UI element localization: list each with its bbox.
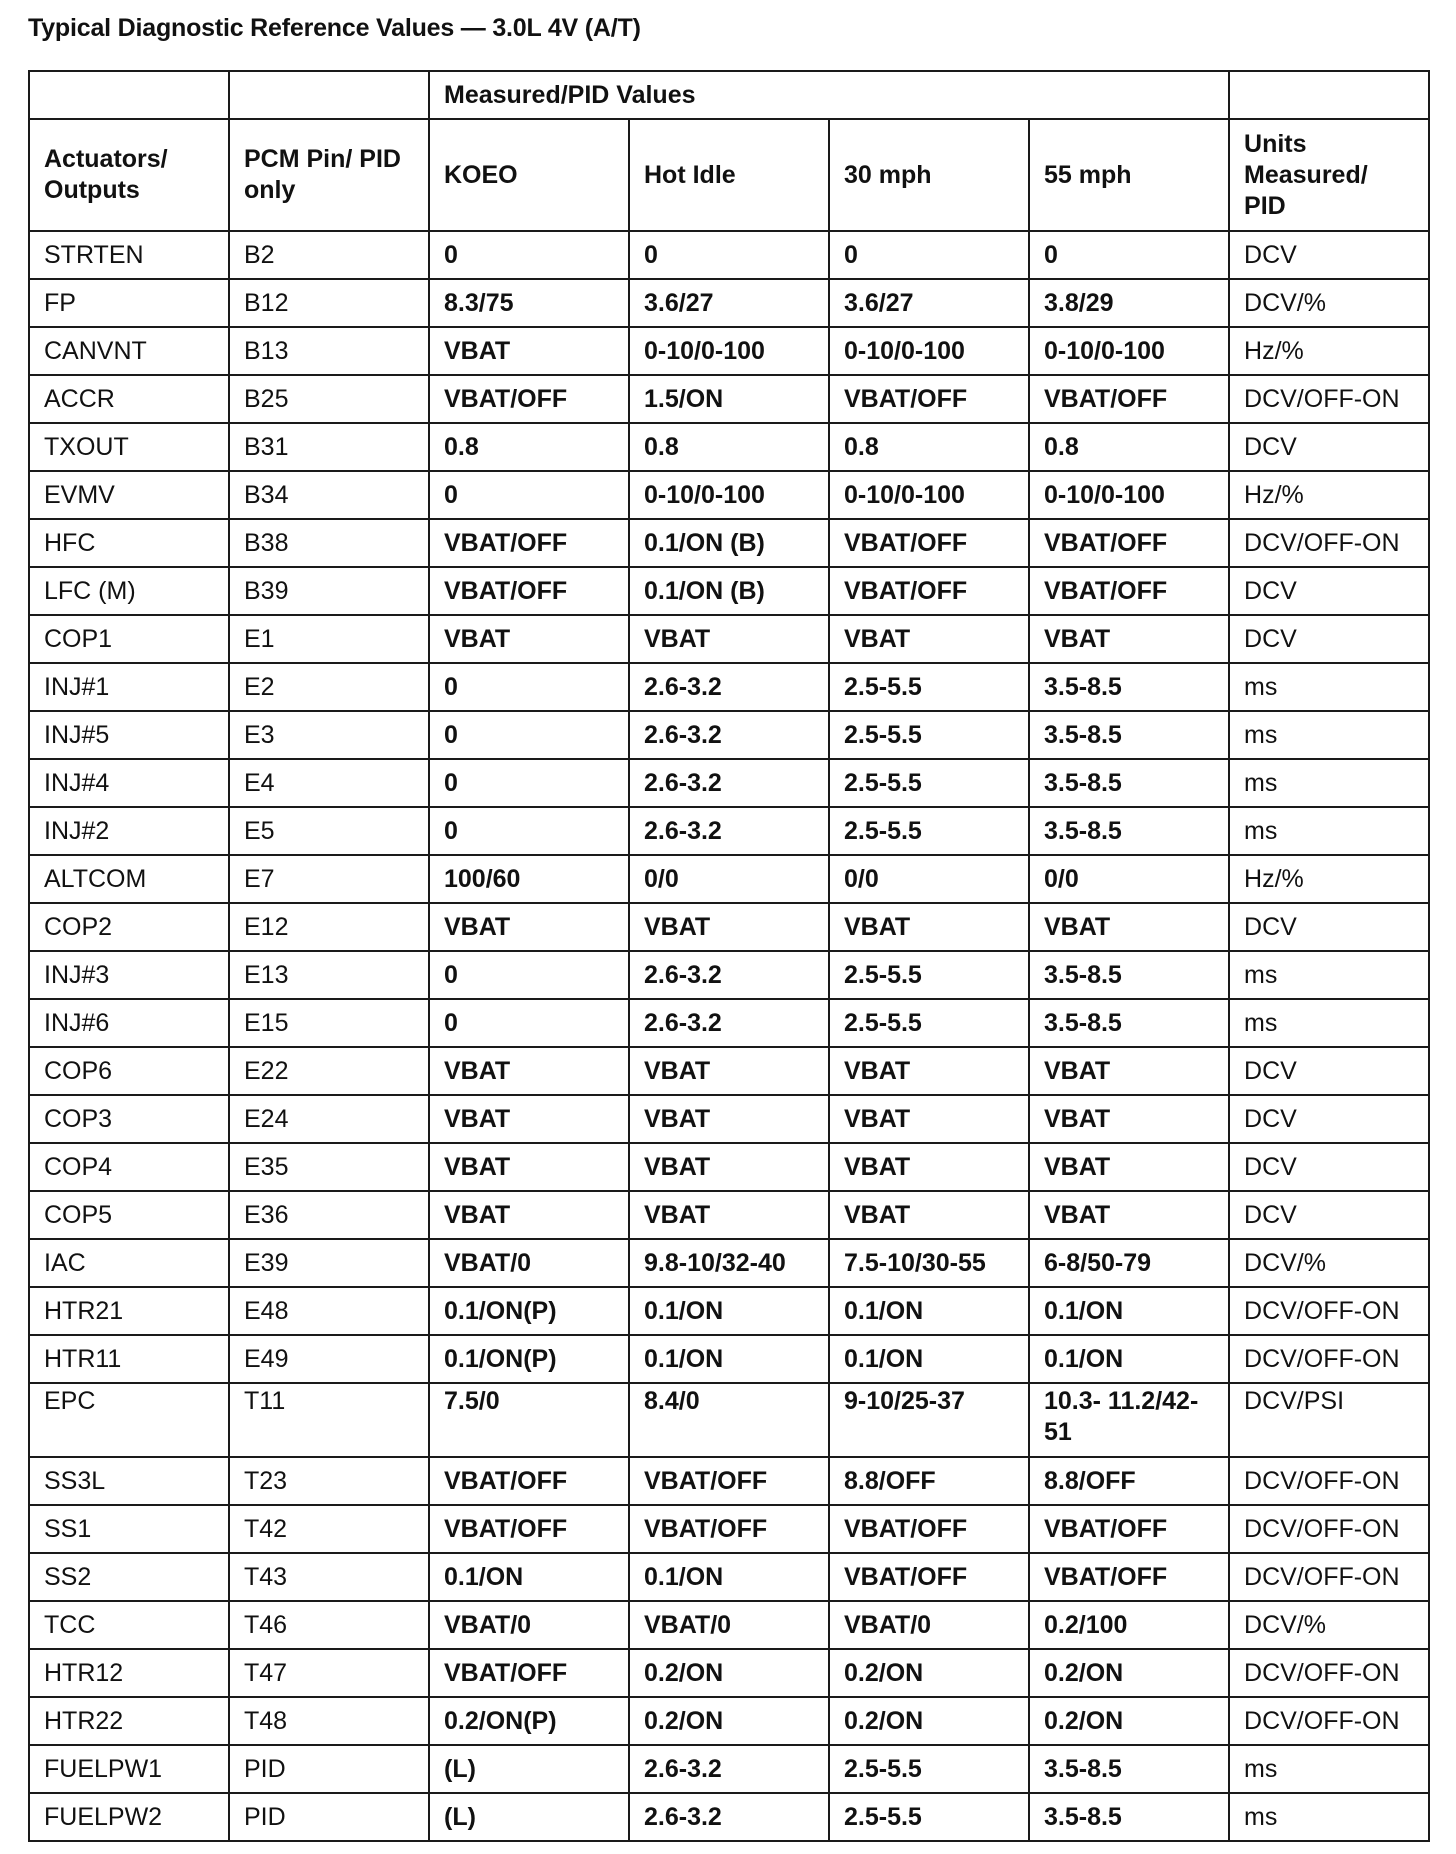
hot-idle-cell: 1.5/ON [629,375,829,423]
55mph-cell: VBAT [1029,1095,1229,1143]
units-cell: Hz/% [1229,327,1429,375]
hot-idle-cell: 2.6-3.2 [629,951,829,999]
col-header-units: Units Measured/ PID [1229,119,1429,231]
pcm-pin-cell: T43 [229,1553,429,1601]
koeo-cell: 0 [429,999,629,1047]
actuator-cell: INJ#1 [29,663,229,711]
55mph-cell: 0.2/100 [1029,1601,1229,1649]
hot-idle-cell: VBAT/OFF [629,1505,829,1553]
30mph-cell: VBAT [829,1047,1029,1095]
30mph-cell: VBAT [829,1095,1029,1143]
units-cell: DCV/PSI [1229,1383,1429,1457]
units-cell: DCV [1229,567,1429,615]
pcm-pin-cell: B13 [229,327,429,375]
pcm-pin-cell: E15 [229,999,429,1047]
30mph-cell: VBAT/0 [829,1601,1029,1649]
units-cell: DCV/% [1229,1239,1429,1287]
actuator-cell: HTR22 [29,1697,229,1745]
hot-idle-cell: 8.4/0 [629,1383,829,1457]
hot-idle-cell: 2.6-3.2 [629,999,829,1047]
hot-idle-cell: VBAT [629,1191,829,1239]
actuator-cell: INJ#2 [29,807,229,855]
55mph-cell: 10.3- 11.2/42-51 [1029,1383,1229,1457]
koeo-cell: VBAT [429,1047,629,1095]
30mph-cell: 2.5-5.5 [829,663,1029,711]
actuator-cell: HTR12 [29,1649,229,1697]
units-cell: DCV/% [1229,1601,1429,1649]
units-cell: DCV/OFF-ON [1229,1505,1429,1553]
actuator-cell: FUELPW1 [29,1745,229,1793]
table-row [29,519,1429,567]
koeo-cell: VBAT/OFF [429,1649,629,1697]
units-cell: ms [1229,759,1429,807]
koeo-cell: 0.2/ON(P) [429,1697,629,1745]
pcm-pin-cell: T11 [229,1383,429,1457]
units-cell: DCV/OFF-ON [1229,375,1429,423]
30mph-cell: 2.5-5.5 [829,711,1029,759]
koeo-cell: 0 [429,471,629,519]
actuator-cell: FP [29,279,229,327]
hot-idle-cell: 2.6-3.2 [629,1793,829,1841]
hot-idle-cell: 0-10/0-100 [629,327,829,375]
koeo-cell: VBAT [429,1143,629,1191]
actuator-cell: EVMV [29,471,229,519]
30mph-cell: VBAT [829,615,1029,663]
actuator-cell: COP2 [29,903,229,951]
koeo-cell: 0.8 [429,423,629,471]
table-row [29,855,1429,903]
pcm-pin-cell: E12 [229,903,429,951]
pcm-pin-cell: E2 [229,663,429,711]
hot-idle-cell: VBAT [629,615,829,663]
hot-idle-cell: 0.1/ON [629,1287,829,1335]
55mph-cell: 0-10/0-100 [1029,327,1229,375]
actuator-cell: SS1 [29,1505,229,1553]
30mph-cell: 7.5-10/30-55 [829,1239,1029,1287]
table-row [29,615,1429,663]
actuator-cell: COP1 [29,615,229,663]
pcm-pin-cell: E48 [229,1287,429,1335]
reference-values-table [28,70,1430,1842]
55mph-cell: 3.5-8.5 [1029,951,1229,999]
30mph-cell: 0.8 [829,423,1029,471]
koeo-cell: VBAT [429,1191,629,1239]
units-cell: ms [1229,1793,1429,1841]
actuator-cell: COP3 [29,1095,229,1143]
units-cell: ms [1229,807,1429,855]
30mph-cell: 0-10/0-100 [829,327,1029,375]
pcm-pin-cell: E7 [229,855,429,903]
55mph-cell: 3.5-8.5 [1029,711,1229,759]
hot-idle-cell: VBAT [629,903,829,951]
actuator-cell: INJ#5 [29,711,229,759]
units-cell: Hz/% [1229,855,1429,903]
units-cell: ms [1229,711,1429,759]
actuator-cell: FUELPW2 [29,1793,229,1841]
koeo-cell: 7.5/0 [429,1383,629,1457]
55mph-cell: VBAT [1029,615,1229,663]
group-header-row [29,71,1429,119]
table-row [29,1335,1429,1383]
col-header-55mph: 55 mph [1029,119,1229,231]
units-cell: Hz/% [1229,471,1429,519]
30mph-cell: 2.5-5.5 [829,1793,1029,1841]
pcm-pin-cell: T23 [229,1457,429,1505]
koeo-cell: (L) [429,1745,629,1793]
koeo-cell: 0 [429,759,629,807]
pcm-pin-cell: T48 [229,1697,429,1745]
pcm-pin-cell: E3 [229,711,429,759]
units-cell: DCV [1229,1047,1429,1095]
col-header-koeo: KOEO [429,119,629,231]
pcm-pin-cell: T42 [229,1505,429,1553]
actuator-cell: EPC [29,1383,229,1457]
55mph-cell: 0.1/ON [1029,1335,1229,1383]
30mph-cell: 9-10/25-37 [829,1383,1029,1457]
actuator-cell: SS2 [29,1553,229,1601]
55mph-cell: VBAT/OFF [1029,1553,1229,1601]
actuator-cell: COP6 [29,1047,229,1095]
blank-header-cell [29,71,229,119]
blank-header-cell [1229,71,1429,119]
30mph-cell: 3.6/27 [829,279,1029,327]
hot-idle-cell: 2.6-3.2 [629,711,829,759]
55mph-cell: 0.2/ON [1029,1697,1229,1745]
koeo-cell: VBAT [429,903,629,951]
55mph-cell: 3.5-8.5 [1029,759,1229,807]
pcm-pin-cell: T47 [229,1649,429,1697]
pcm-pin-cell: B2 [229,231,429,279]
55mph-cell: 0.8 [1029,423,1229,471]
pcm-pin-cell: E5 [229,807,429,855]
koeo-cell: VBAT/OFF [429,375,629,423]
30mph-cell: 0.2/ON [829,1697,1029,1745]
table-row [29,279,1429,327]
table-row [29,375,1429,423]
hot-idle-cell: 0.1/ON (B) [629,519,829,567]
hot-idle-cell: VBAT [629,1143,829,1191]
units-cell: ms [1229,999,1429,1047]
units-cell: DCV/OFF-ON [1229,1335,1429,1383]
table-row [29,567,1429,615]
units-cell: DCV [1229,903,1429,951]
hot-idle-cell: 0.2/ON [629,1649,829,1697]
30mph-cell: 2.5-5.5 [829,759,1029,807]
pcm-pin-cell: E49 [229,1335,429,1383]
table-row [29,327,1429,375]
koeo-cell: VBAT/OFF [429,567,629,615]
table-row [29,1601,1429,1649]
units-cell: ms [1229,951,1429,999]
table-row [29,1191,1429,1239]
30mph-cell: VBAT [829,903,1029,951]
55mph-cell: VBAT/OFF [1029,1505,1229,1553]
actuator-cell: ACCR [29,375,229,423]
pcm-pin-cell: B25 [229,375,429,423]
pcm-pin-cell: PID [229,1793,429,1841]
pcm-pin-cell: E1 [229,615,429,663]
hot-idle-cell: VBAT [629,1047,829,1095]
pcm-pin-cell: B12 [229,279,429,327]
55mph-cell: VBAT/OFF [1029,375,1229,423]
actuator-cell: HFC [29,519,229,567]
koeo-cell: VBAT [429,1095,629,1143]
table-row [29,711,1429,759]
blank-header-cell [229,71,429,119]
pcm-pin-cell: B38 [229,519,429,567]
table-row [29,1383,1429,1457]
30mph-cell: 0.2/ON [829,1649,1029,1697]
actuator-cell: ALTCOM [29,855,229,903]
koeo-cell: VBAT/OFF [429,1457,629,1505]
col-header-pcm-pin: PCM Pin/ PID only [229,119,429,231]
55mph-cell: 0.1/ON [1029,1287,1229,1335]
30mph-cell: 0.1/ON [829,1335,1029,1383]
units-cell: ms [1229,1745,1429,1793]
koeo-cell: 0 [429,711,629,759]
table-row [29,1287,1429,1335]
koeo-cell: VBAT [429,327,629,375]
koeo-cell: VBAT/0 [429,1239,629,1287]
55mph-cell: 3.5-8.5 [1029,807,1229,855]
table-row [29,1143,1429,1191]
koeo-cell: 0.1/ON [429,1553,629,1601]
55mph-cell: 0-10/0-100 [1029,471,1229,519]
units-cell: DCV/OFF-ON [1229,1697,1429,1745]
55mph-cell: VBAT [1029,1047,1229,1095]
55mph-cell: 3.5-8.5 [1029,1793,1229,1841]
koeo-cell: 0 [429,231,629,279]
30mph-cell: VBAT/OFF [829,567,1029,615]
units-cell: DCV/OFF-ON [1229,1457,1429,1505]
actuator-cell: INJ#3 [29,951,229,999]
pcm-pin-cell: E13 [229,951,429,999]
hot-idle-cell: 0.1/ON [629,1335,829,1383]
table-row [29,999,1429,1047]
pcm-pin-cell: E35 [229,1143,429,1191]
hot-idle-cell: 0.2/ON [629,1697,829,1745]
55mph-cell: 3.5-8.5 [1029,1745,1229,1793]
col-header-hot-idle: Hot Idle [629,119,829,231]
actuator-cell: SS3L [29,1457,229,1505]
pcm-pin-cell: E22 [229,1047,429,1095]
55mph-cell: 8.8/OFF [1029,1457,1229,1505]
30mph-cell: VBAT [829,1191,1029,1239]
units-cell: DCV [1229,1095,1429,1143]
30mph-cell: 2.5-5.5 [829,999,1029,1047]
table-row [29,1505,1429,1553]
col-header-30mph: 30 mph [829,119,1029,231]
30mph-cell: 0/0 [829,855,1029,903]
pcm-pin-cell: PID [229,1745,429,1793]
actuator-cell: LFC (M) [29,567,229,615]
pcm-pin-cell: B34 [229,471,429,519]
units-cell: DCV/OFF-ON [1229,519,1429,567]
koeo-cell: (L) [429,1793,629,1841]
pcm-pin-cell: T46 [229,1601,429,1649]
hot-idle-cell: 0.1/ON (B) [629,567,829,615]
column-header-row [29,119,1429,231]
hot-idle-cell: 2.6-3.2 [629,1745,829,1793]
units-cell: DCV [1229,1143,1429,1191]
hot-idle-cell: VBAT/OFF [629,1457,829,1505]
30mph-cell: 8.8/OFF [829,1457,1029,1505]
pcm-pin-cell: E36 [229,1191,429,1239]
units-cell: ms [1229,663,1429,711]
table-row [29,663,1429,711]
hot-idle-cell: 3.6/27 [629,279,829,327]
pcm-pin-cell: B39 [229,567,429,615]
table-row [29,1047,1429,1095]
30mph-cell: VBAT/OFF [829,1553,1029,1601]
hot-idle-cell: VBAT/0 [629,1601,829,1649]
30mph-cell: VBAT/OFF [829,519,1029,567]
hot-idle-cell: 2.6-3.2 [629,759,829,807]
table-row [29,1697,1429,1745]
table-row [29,231,1429,279]
hot-idle-cell: 0 [629,231,829,279]
30mph-cell: 2.5-5.5 [829,807,1029,855]
actuator-cell: HTR11 [29,1335,229,1383]
table-row [29,1239,1429,1287]
koeo-cell: 0 [429,663,629,711]
koeo-cell: VBAT/0 [429,1601,629,1649]
55mph-cell: 3.5-8.5 [1029,663,1229,711]
measured-values-group-header: Measured/PID Values [429,71,1229,119]
hot-idle-cell: VBAT [629,1095,829,1143]
table-row [29,951,1429,999]
table-row [29,759,1429,807]
actuator-cell: TXOUT [29,423,229,471]
units-cell: DCV [1229,1191,1429,1239]
units-cell: DCV/OFF-ON [1229,1553,1429,1601]
table-row [29,1649,1429,1697]
30mph-cell: 2.5-5.5 [829,951,1029,999]
hot-idle-cell: 0/0 [629,855,829,903]
table-row [29,1745,1429,1793]
55mph-cell: VBAT [1029,1191,1229,1239]
30mph-cell: 0 [829,231,1029,279]
55mph-cell: 0/0 [1029,855,1229,903]
55mph-cell: VBAT/OFF [1029,567,1229,615]
30mph-cell: 2.5-5.5 [829,1745,1029,1793]
koeo-cell: 100/60 [429,855,629,903]
koeo-cell: 8.3/75 [429,279,629,327]
actuator-cell: INJ#6 [29,999,229,1047]
units-cell: DCV [1229,423,1429,471]
actuator-cell: COP5 [29,1191,229,1239]
30mph-cell: VBAT/OFF [829,375,1029,423]
units-cell: DCV [1229,231,1429,279]
actuator-cell: TCC [29,1601,229,1649]
pcm-pin-cell: E4 [229,759,429,807]
actuator-cell: HTR21 [29,1287,229,1335]
table-row [29,1457,1429,1505]
55mph-cell: 3.8/29 [1029,279,1229,327]
table-row [29,1095,1429,1143]
units-cell: DCV/OFF-ON [1229,1287,1429,1335]
koeo-cell: 0 [429,951,629,999]
hot-idle-cell: 2.6-3.2 [629,807,829,855]
55mph-cell: 0 [1029,231,1229,279]
hot-idle-cell: 0.1/ON [629,1553,829,1601]
pcm-pin-cell: E39 [229,1239,429,1287]
units-cell: DCV/% [1229,279,1429,327]
table-body [29,231,1429,1841]
hot-idle-cell: 0.8 [629,423,829,471]
table-row [29,1553,1429,1601]
units-cell: DCV [1229,615,1429,663]
30mph-cell: VBAT [829,1143,1029,1191]
koeo-cell: VBAT/OFF [429,1505,629,1553]
55mph-cell: VBAT [1029,1143,1229,1191]
actuator-cell: COP4 [29,1143,229,1191]
page-title: Typical Diagnostic Reference Values — 3.0L 4V (A/T) [28,14,641,42]
table-row [29,471,1429,519]
koeo-cell: 0.1/ON(P) [429,1287,629,1335]
30mph-cell: VBAT/OFF [829,1505,1029,1553]
55mph-cell: 0.2/ON [1029,1649,1229,1697]
30mph-cell: 0.1/ON [829,1287,1029,1335]
col-header-actuators: Actuators/ Outputs [29,119,229,231]
hot-idle-cell: 2.6-3.2 [629,663,829,711]
koeo-cell: 0.1/ON(P) [429,1335,629,1383]
actuator-cell: STRTEN [29,231,229,279]
table-row [29,423,1429,471]
koeo-cell: VBAT [429,615,629,663]
hot-idle-cell: 0-10/0-100 [629,471,829,519]
table-row [29,903,1429,951]
table-row [29,807,1429,855]
pcm-pin-cell: E24 [229,1095,429,1143]
55mph-cell: 6-8/50-79 [1029,1239,1229,1287]
actuator-cell: INJ#4 [29,759,229,807]
actuator-cell: IAC [29,1239,229,1287]
koeo-cell: 0 [429,807,629,855]
table-row [29,1793,1429,1841]
55mph-cell: VBAT/OFF [1029,519,1229,567]
30mph-cell: 0-10/0-100 [829,471,1029,519]
pcm-pin-cell: B31 [229,423,429,471]
actuator-cell: CANVNT [29,327,229,375]
hot-idle-cell: 9.8-10/32-40 [629,1239,829,1287]
koeo-cell: VBAT/OFF [429,519,629,567]
units-cell: DCV/OFF-ON [1229,1649,1429,1697]
55mph-cell: 3.5-8.5 [1029,999,1229,1047]
55mph-cell: VBAT [1029,903,1229,951]
